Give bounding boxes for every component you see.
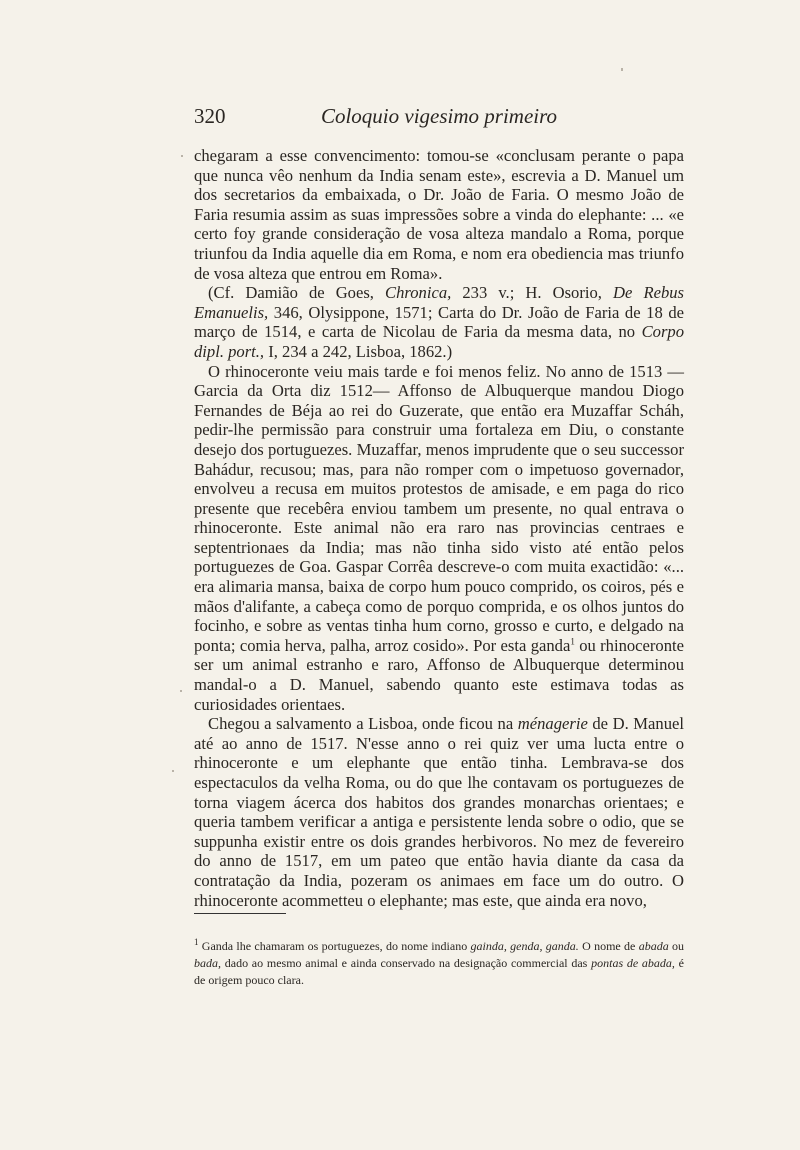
paragraph-3: O rhinoceronte veiu mais tarde e foi menos feliz. No anno de 1513 —Garcia da Orta diz 1512— Affonso de Albuquerque mandou Diogo Fernandes de Béja ao rei do Guzerate, que então era Muzaffar Scháh, pedir-lhe permissão para construir uma fortaleza em Diu, o constante desejo dos portuguezes. Muzaffar, menos imprudente que o seu successor Bahádur, recusou; mas, para não romper com o impetuoso governador, envolveu a recusa em muitos protestos de amisade, e em paga do rico presente que recebêra enviou tambem um presente, no qual entrava o rhinoceronte. Este animal não era raro nas provincias centraes e septentrionaes da India; mas não tinha sido visto até então pelos portuguezes de Goa. Gaspar Corrêa descreve-o com muita exactidão: «... era alimaria mansa, baixa de corpo hum pouco comprido, os coiros, pés e mãos d'alifante, a cabeça como de porquo comprida, e os olhos juntos do focinho, e sobre as ventas tinha hum corno, grosso e curto, e delgado na ponta; comia herva, palha, arroz cosido». Por esta ganda$^1$ ou rhinoceronte ser um animal estranho e raro, Affonso de Albuquerque determinou mandal-o a D. Manuel, sabendo quanto este estimava todas as curiosidades orientaes.	[194, 361, 684, 714]
paragraph-1: chegaram a esse convencimento: tomou-se «conclusam perante o papa que nunca vêo nenhum da India senam este», escrevia a D. Manuel um dos secretarios da embaixada, o Dr. João de Faria. O mesmo João de Faria resumia assim as suas impressões sobre a vinda do elephante: ... «e certo foy grande consideração de vosa alteza mandalo a Roma, porque triunfou da India aquelle dia em Roma, e nom era obediencia mas triunfo de vosa alteza que entrou em Roma».	[194, 146, 684, 283]
paragraph-2-citation: (Cf. Damião de Goes, Chronica, 233 v.; H. Osorio, De Rebus Emanuelis, 346, Olysippone, 1571; Carta do Dr. João de Faria de 18 de março de 1514, e carta de Nicolau de Faria da mesma data, no Corpo dipl. port., I, 234 a 242, Lisboa, 1862.)	[194, 283, 684, 361]
page-number: 320	[194, 104, 226, 128]
footnote-rule	[194, 913, 286, 914]
running-title: Coloquio vigesimo primeiro	[320, 104, 558, 128]
paper-speck	[621, 68, 623, 71]
paper-speck	[180, 690, 182, 692]
paper-speck	[181, 155, 183, 157]
footnote: $^1$ Ganda lhe chamaram os portuguezes, do nome indiano gainda, genda, ganda. O nome de abada ou bada, dado ao mesmo animal e ainda conservado na designação commercial das pontas de abada, é de origem pouco clara.	[194, 937, 685, 987]
paper-speck	[172, 770, 174, 772]
body-text	[194, 146, 684, 910]
footnote-reference: 1	[570, 636, 575, 647]
paragraph-4: Chegou a salvamento a Lisboa, onde ficou na ménagerie de D. Manuel até ao anno de 1517. N'esse anno o rei quiz ver uma lucta entre o rhinoceronte e um elephante que então tinha. Lembrava-se dos espectaculos da velha Roma, ou do que lhe contavam os portuguezes de torna viagem ácerca dos habitos dos grandes monarchas orientaes; e queria tambem verificar a antiga e persistente lenda sobre o odio, que se suppunha existir entre os dois grandes herbivoros. No mez de fevereiro do anno de 1517, em um pateo que então havia diante da casa da contratação da India, pozeram os animaes em face um do outro. O rhinoceronte acommetteu o elephante; mas este, que ainda era novo,	[194, 714, 684, 910]
footnote-mark: 1	[194, 937, 199, 947]
page-header	[194, 104, 684, 132]
